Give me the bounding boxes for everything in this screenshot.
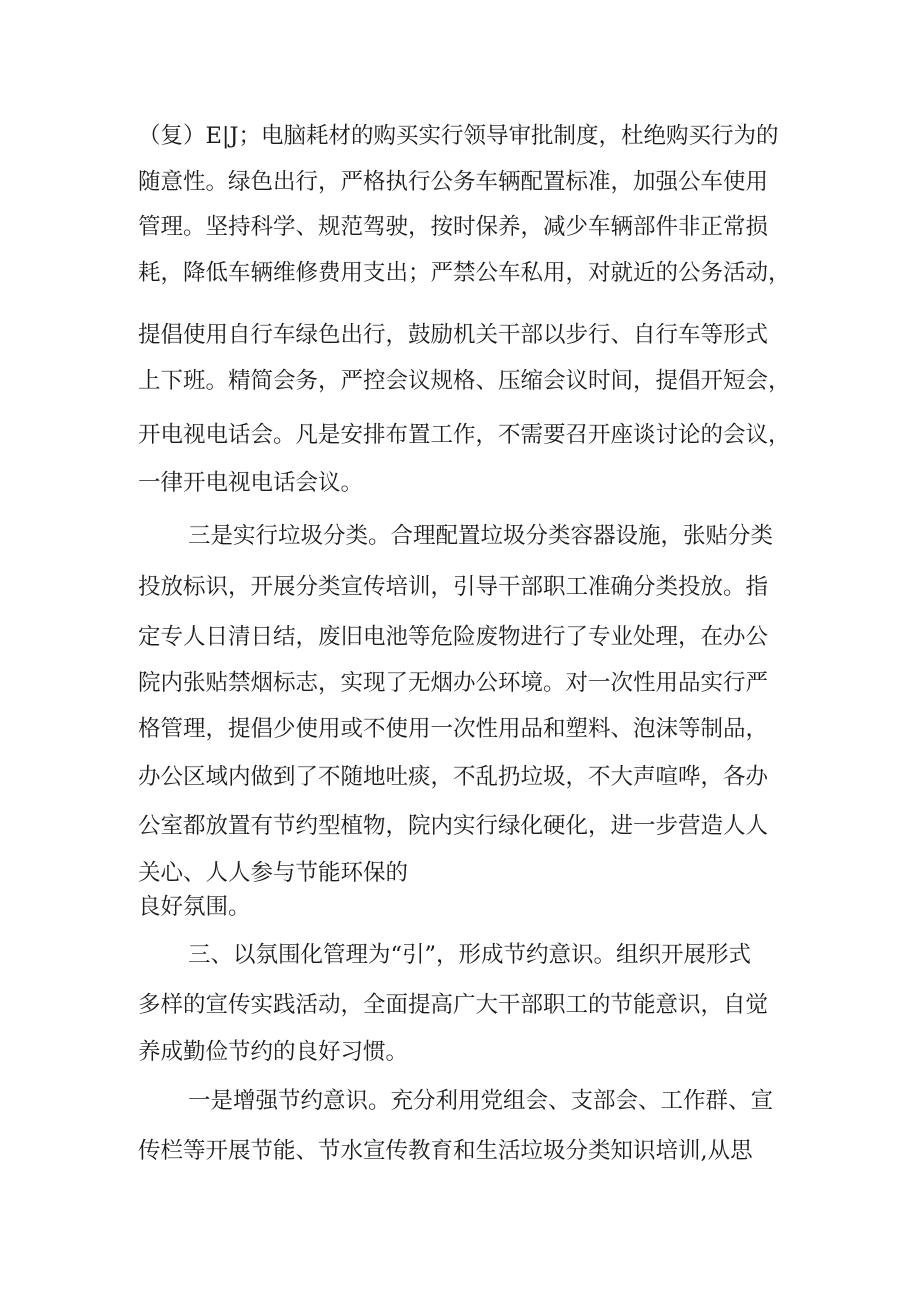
- text-line: 上下班。精简会务，严控会议规格、压缩会议时间，提倡开短会，: [138, 368, 791, 394]
- text-line: （复）E|J；电脑耗材的购买实行领导审批制度，杜绝购买行为的: [138, 123, 779, 149]
- text-line: 公室都放置有节约型植物，院内实行绿化硬化，进一步营造人人: [138, 813, 769, 839]
- text-line: 开电视电话会。凡是安排布置工作，不需要召开座谈讨论的会议，: [138, 422, 791, 448]
- paragraph-start-line: 一是增强节约意识。充分利用党组会、支部会、工作群、宣: [188, 1088, 774, 1114]
- text-line: 提倡使用自行车绿色出行，鼓励机关干部以步行、自行车等形式: [138, 322, 769, 348]
- text-line: 定专人日清日结，废旧电池等危险废物进行了专业处理，在办公: [138, 624, 769, 650]
- text-line: 良好氛围。: [138, 894, 251, 920]
- text-line: 多样的宣传实践活动，全面提高广大干部职工的节能意识，自觉: [138, 992, 769, 1018]
- paragraph-start-line: 三是实行垃圾分类。合理配置垃圾分类容器设施，张贴分类: [188, 523, 774, 549]
- text-line: 一律开电视电话会议。: [138, 470, 364, 496]
- section-heading-line: 三、以氛围化管理为“引”，形成节约意识。组织开展形式: [188, 942, 752, 968]
- text-line: 传栏等开展节能、节水宣传教育和生活垃圾分类知识培训,从思: [138, 1138, 753, 1164]
- text-line: 随意性。绿色出行，严格执行公务车辆配置标准，加强公车使用: [138, 169, 769, 195]
- text-line: 投放标识，开展分类宣传培训，引导干部职工准确分类投放。指: [138, 574, 769, 600]
- text-line: 关心、人人参与节能环保的: [138, 860, 409, 886]
- text-line: 养成勤俭节约的良好习惯。: [138, 1039, 409, 1065]
- text-line: 格管理，提倡少使用或不使用一次性用品和塑料、泡沫等制品，: [138, 716, 769, 742]
- text-line: 耗，降低车辆维修费用支出；严禁公车私用，对就近的公务活动，: [138, 260, 791, 286]
- text-line: 院内张贴禁烟标志，实现了无烟办公环境。对一次性用品实行严: [138, 670, 769, 696]
- text-line: 办公区域内做到了不随地吐痰，不乱扔垃圾，不大声喧哗，各办: [138, 764, 769, 790]
- text-line: 管理。坚持科学、规范驾驶，按时保养，减少车辆部件非正常损: [138, 214, 769, 240]
